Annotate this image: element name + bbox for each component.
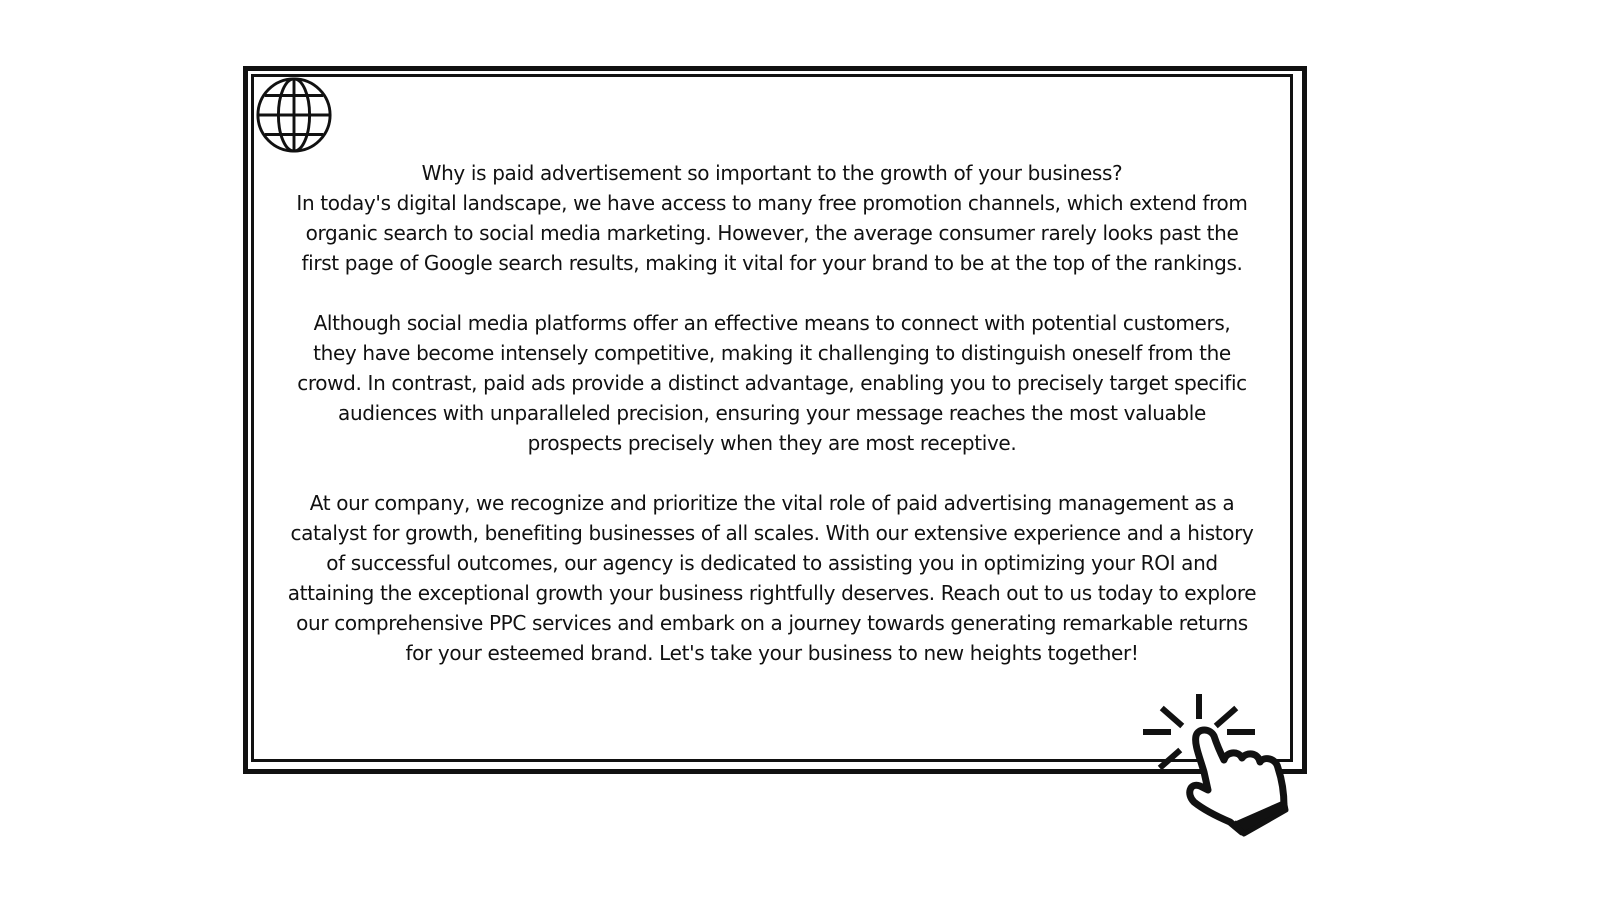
text-line: organic search to social media marketing. However, the average consumer rarely looks past the [305, 221, 1239, 245]
text-line: our comprehensive PPC services and embark on a journey towards generating remarkable returns [296, 611, 1248, 635]
text-line: prospects precisely when they are most receptive. [527, 431, 1017, 455]
text-line: Although social media platforms offer an effective means to connect with potential customers, [313, 311, 1231, 335]
paragraph-1 [254, 158, 1290, 278]
text-line: first page of Google search results, making it vital for your brand to be at the top of the rankings. [301, 251, 1243, 275]
paragraph-2 [254, 308, 1290, 458]
hand-pointer-click-icon [1138, 694, 1304, 854]
text-line: of successful outcomes, our agency is dedicated to assisting you in optimizing your ROI and [326, 551, 1218, 575]
text-line: they have become intensely competitive, making it challenging to distinguish oneself from the [313, 341, 1231, 365]
card-content [254, 158, 1290, 668]
text-line: In today's digital landscape, we have access to many free promotion channels, which extend from [296, 191, 1248, 215]
globe-icon [255, 76, 333, 154]
paragraph-3 [254, 488, 1290, 668]
text-line: At our company, we recognize and prioritize the vital role of paid advertising management as a [309, 491, 1235, 515]
question-heading: Why is paid advertisement so important to the growth of your business? [421, 161, 1123, 185]
text-line: attaining the exceptional growth your business rightfully deserves. Reach out to us today to explore [287, 581, 1257, 605]
text-line: for your esteemed brand. Let's take your business to new heights together! [405, 641, 1139, 665]
text-line: audiences with unparalleled precision, ensuring your message reaches the most valuable [338, 401, 1206, 425]
text-line: catalyst for growth, benefiting businesses of all scales. With our extensive experience and a history [290, 521, 1254, 545]
text-line: crowd. In contrast, paid ads provide a distinct advantage, enabling you to precisely target specific [297, 371, 1247, 395]
